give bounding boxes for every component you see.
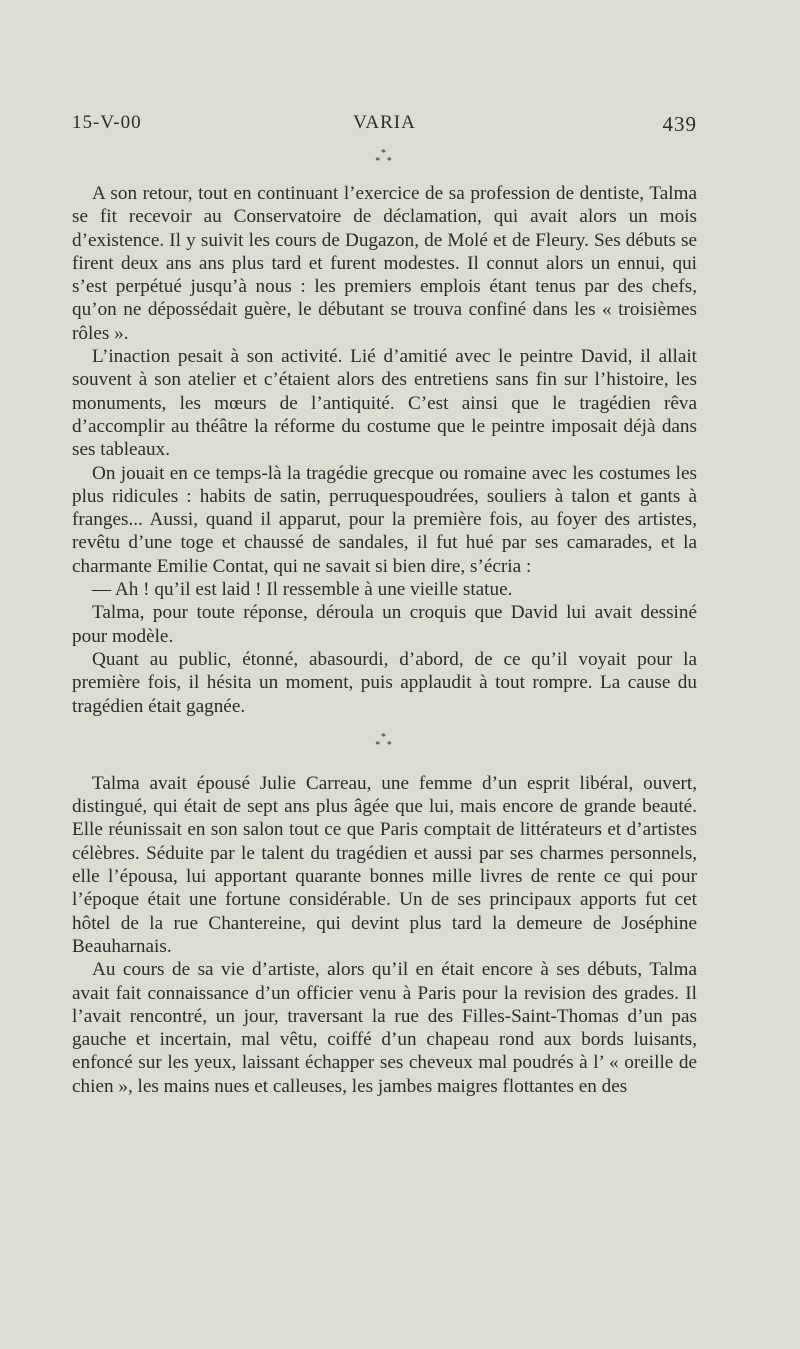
paragraph: Quant au public, étonné, abasourdi, d’abord, de ce qu’il voyait pour la première fois, il hésita un moment, puis applaudit à tout rompre. La cause du tragédien était gagnée. [72,648,697,717]
asterism-top: * [381,148,388,159]
section-separator [72,150,697,182]
asterism-bottom: * * [375,739,394,751]
paragraph: — Ah ! qu’il est laid ! Il ressemble à une vieille statue. [92,579,513,601]
header-section-title: VARIA [353,112,416,133]
body-text [72,150,697,1098]
header-date: 15-V-00 [72,112,142,133]
paragraph: Talma, pour toute réponse, déroula un croquis que David lui avait dessiné pour modèle. [72,602,697,647]
section-separator [72,724,697,772]
asterism-bottom: * * [375,156,394,167]
asterism-top: * [381,731,388,743]
paragraph: A son retour, tout en continuant l’exercice de sa profession de dentiste, Talma se fit recevoir au Conservatoire de déclamation, qui avait alors un mois d’existence. Il y suivit les cours de Dugazon, de Molé et de Fleury. Ses débuts se firent deux ans ans plus tard et furent modestes. Il connut alors un ennui, qui s’est perpétué jusqu’à nous : les premiers emplois étant tenus par des chefs, qu’on ne dépossédait guère, le débutant se trouva confiné dans les « troisièmes rôles ». [72,183,697,344]
paragraph: Au cours de sa vie d’artiste, alors qu’il en était encore à ses débuts, Talma avait fait connaissance d’un officier venu à Paris pour la revision des grades. Il l’avait rencontré, un jour, traversant la rue des Filles-Saint-Thomas d’un pas gauche et incertain, mal vêtu, coiffé d’un chapeau rond aux bords luisants, enfoncé sur les yeux, laissant échapper ses cheveux mal poudrés à l’ « oreille de chien », les mains nues et calleuses, les jambes maigres flottantes en des [72,959,697,1097]
running-head [72,112,697,142]
page-number: 439 [662,112,697,136]
paragraph: L’inaction pesait à son activité. Lié d’amitié avec le peintre David, il allait souvent à son atelier et c’étaient alors des entretiens sans fin sur l’histoire, les monuments, les mœurs de l’antiquité. C’est ainsi que le tragédien rêva d’accomplir au théâtre la réforme du costume que le peintre imposait déjà dans ses tableaux. [72,346,697,461]
paragraph: On jouait en ce temps-là la tragédie grecque ou romaine avec les costumes les plus ridicules : habits de satin, perruquespoudrées, souliers à talon et gants à franges... Aussi, quand il apparut, pour la première fois, au foyer des artistes, revêtu d’une toge et chaussé de sandales, il fut hué par ses camarades, et la charmante Emilie Contat, qui ne savait si bien dire, s’écria : [72,462,697,577]
paragraph: Talma avait épousé Julie Carreau, une femme d’un esprit libéral, ouvert, distingué, qui était de sept ans plus âgée que lui, mais encore de grande beauté. Elle réunissait en son salon tout ce que Paris comptait de littérateurs et d’artistes célèbres. Séduite par le talent du tragédien et aussi par ses charmes personnels, elle l’épousa, lui apportant quarante bonnes mille livres de rente ce qui pour l’époque était une fortune considérable. Un de ses principaux apports fut cet hôtel de la rue Chantereine, qui devint plus tard la demeure de Joséphine Beauharnais. [72,772,697,957]
